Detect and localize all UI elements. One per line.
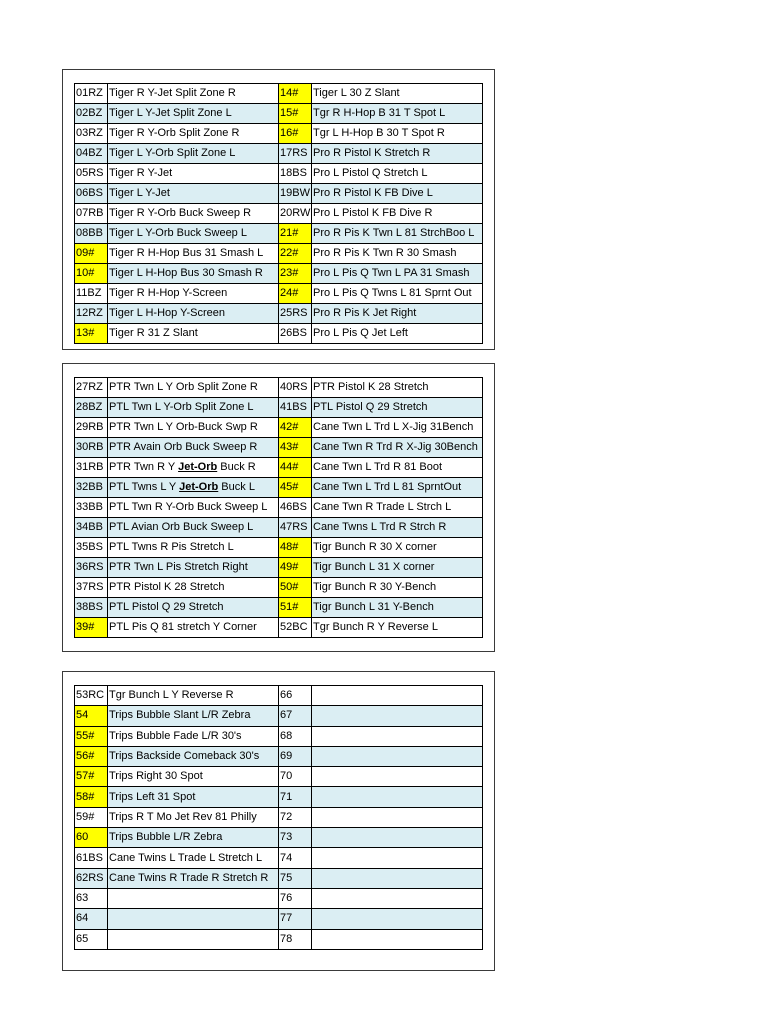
play-name-underlined: Jet-Orb xyxy=(179,481,219,493)
play-name-cell[interactable]: PTR Avain Orb Buck Sweep R xyxy=(108,438,279,458)
play-name-cell[interactable]: Pro R Pistol K FB Dive L xyxy=(312,184,483,204)
play-name-cell[interactable]: Trips Right 30 Spot xyxy=(108,767,279,787)
playlist-sheet-1 xyxy=(62,69,495,350)
play-code-cell[interactable]: 12RZ xyxy=(75,304,108,324)
play-name-cell[interactable]: Tiger R H-Hop Y-Screen xyxy=(108,284,279,304)
play-code-cell[interactable]: 35BS xyxy=(75,538,108,558)
play-code-cell[interactable]: 30RB xyxy=(75,438,108,458)
play-code-cell[interactable]: 27RZ xyxy=(75,378,108,398)
play-code-cell[interactable]: 15# xyxy=(279,104,312,124)
play-name-cell[interactable]: PTL Pistol Q 29 Stretch xyxy=(108,598,279,618)
play-code-cell[interactable]: 73 xyxy=(279,828,312,848)
play-code-cell[interactable]: 59# xyxy=(75,807,108,827)
play-code-cell[interactable]: 61BS xyxy=(75,848,108,868)
play-name-underlined: Jet-Orb xyxy=(178,461,218,473)
play-name-cell[interactable]: Tgr R H-Hop B 31 T Spot L xyxy=(312,104,483,124)
play-name-cell[interactable] xyxy=(108,458,279,478)
play-name-cell[interactable] xyxy=(108,909,279,929)
table-row xyxy=(75,184,483,204)
play-code-cell[interactable]: 60 xyxy=(75,828,108,848)
play-code-cell[interactable]: 07RB xyxy=(75,204,108,224)
play-name-cell[interactable]: Tgr Bunch L Y Reverse R xyxy=(108,686,279,706)
play-name-cell[interactable]: Pro R Pis K Twn L 81 StrchBoo L xyxy=(312,224,483,244)
play-name-cell[interactable] xyxy=(312,686,483,706)
play-code-cell[interactable]: 09# xyxy=(75,244,108,264)
play-name-cell[interactable] xyxy=(312,807,483,827)
playlist-table xyxy=(74,685,483,950)
play-name-cell[interactable]: Cane Twns L Trd R Strch R xyxy=(312,518,483,538)
play-code-cell[interactable]: 08BB xyxy=(75,224,108,244)
play-name-cell[interactable] xyxy=(108,478,279,498)
table-row xyxy=(75,458,483,478)
play-name-cell[interactable]: Trips Bubble Slant L/R Zebra xyxy=(108,706,279,726)
play-name-cell[interactable]: PTR Pistol K 28 Stretch xyxy=(312,378,483,398)
play-code-cell[interactable]: 65 xyxy=(75,929,108,949)
play-code-cell[interactable]: 57# xyxy=(75,767,108,787)
play-code-cell[interactable]: 55# xyxy=(75,726,108,746)
play-name-cell[interactable]: Tiger R Y-Orb Buck Sweep R xyxy=(108,204,279,224)
play-name-cell[interactable]: Tiger L H-Hop Y-Screen xyxy=(108,304,279,324)
play-code-cell[interactable]: 33BB xyxy=(75,498,108,518)
play-code-cell[interactable]: 19BW xyxy=(279,184,312,204)
table-row xyxy=(75,204,483,224)
play-name-cell[interactable]: Pro L Pis Q Jet Left xyxy=(312,324,483,344)
play-code-cell[interactable]: 62RS xyxy=(75,868,108,888)
play-code-cell[interactable]: 02BZ xyxy=(75,104,108,124)
play-code-cell[interactable]: 77 xyxy=(279,909,312,929)
play-name-cell[interactable] xyxy=(312,929,483,949)
play-name-cell[interactable]: Cane Twn L Trd L 81 SprntOut xyxy=(312,478,483,498)
play-code-cell[interactable]: 64 xyxy=(75,909,108,929)
play-name-cell[interactable]: Cane Twn L Trd L X-Jig 31Bench xyxy=(312,418,483,438)
play-name-cell[interactable] xyxy=(108,929,279,949)
play-name-cell[interactable]: Pro L Pistol K FB Dive R xyxy=(312,204,483,224)
play-code-cell[interactable]: 46BS xyxy=(279,498,312,518)
table-row xyxy=(75,848,483,868)
play-name-cell[interactable]: PTR Twn L Y Orb-Buck Swp R xyxy=(108,418,279,438)
table-row xyxy=(75,284,483,304)
table-row xyxy=(75,478,483,498)
play-code-cell[interactable]: 50# xyxy=(279,578,312,598)
table-row xyxy=(75,264,483,284)
table-row xyxy=(75,909,483,929)
play-code-cell[interactable]: 58# xyxy=(75,787,108,807)
play-name-cell[interactable]: Trips Bubble Fade L/R 30's xyxy=(108,726,279,746)
play-name-cell[interactable]: Trips Backside Comeback 30's xyxy=(108,746,279,766)
play-code-cell[interactable]: 39# xyxy=(75,618,108,638)
play-code-cell[interactable]: 68 xyxy=(279,726,312,746)
table-row xyxy=(75,164,483,184)
table-row xyxy=(75,104,483,124)
play-name-cell[interactable]: Tiger L Y-Orb Buck Sweep L xyxy=(108,224,279,244)
play-name-cell[interactable] xyxy=(312,848,483,868)
play-name-cell[interactable]: PTL Pistol Q 29 Stretch xyxy=(312,398,483,418)
table-row xyxy=(75,144,483,164)
play-name-cell[interactable]: Trips Left 31 Spot xyxy=(108,787,279,807)
table-row xyxy=(75,807,483,827)
play-name-cell[interactable]: Cane Twins R Trade R Stretch R xyxy=(108,868,279,888)
play-name-cell[interactable]: Cane Twins L Trade L Stretch L xyxy=(108,848,279,868)
table-row xyxy=(75,578,483,598)
play-code-cell[interactable]: 47RS xyxy=(279,518,312,538)
play-name-cell[interactable]: PTR Twn L Y Orb Split Zone R xyxy=(108,378,279,398)
table-row xyxy=(75,518,483,538)
play-code-cell[interactable]: 03RZ xyxy=(75,124,108,144)
play-name-cell[interactable] xyxy=(312,868,483,888)
table-row xyxy=(75,124,483,144)
play-name-cell[interactable]: Tiger R Y-Jet xyxy=(108,164,279,184)
play-name-cell[interactable] xyxy=(312,746,483,766)
play-code-cell[interactable]: 36RS xyxy=(75,558,108,578)
play-code-cell[interactable]: 67 xyxy=(279,706,312,726)
play-code-cell[interactable]: 11BZ xyxy=(75,284,108,304)
play-name-cell[interactable] xyxy=(312,828,483,848)
table-row xyxy=(75,767,483,787)
play-code-cell[interactable]: 49# xyxy=(279,558,312,578)
play-code-cell[interactable]: 14# xyxy=(279,84,312,104)
play-code-cell[interactable]: 66 xyxy=(279,686,312,706)
table-row xyxy=(75,378,483,398)
play-code-cell[interactable]: 22# xyxy=(279,244,312,264)
play-code-cell[interactable]: 48# xyxy=(279,538,312,558)
play-name-cell[interactable]: Tigr Bunch R 30 X corner xyxy=(312,538,483,558)
play-name-cell[interactable]: Cane Twn R Trade L Strch L xyxy=(312,498,483,518)
play-name-cell[interactable] xyxy=(312,767,483,787)
play-code-cell[interactable]: 54 xyxy=(75,706,108,726)
table-row xyxy=(75,498,483,518)
play-code-cell[interactable]: 40RS xyxy=(279,378,312,398)
play-code-cell[interactable]: 53RC xyxy=(75,686,108,706)
play-code-cell[interactable]: 41BS xyxy=(279,398,312,418)
table-row xyxy=(75,868,483,888)
play-name-cell[interactable]: Pro R Pis K Twn R 30 Smash xyxy=(312,244,483,264)
play-name-cell[interactable]: Tiger R 31 Z Slant xyxy=(108,324,279,344)
play-name-part: Buck R xyxy=(217,461,256,473)
play-name-cell[interactable] xyxy=(312,888,483,908)
play-code-cell[interactable]: 26BS xyxy=(279,324,312,344)
play-name-cell[interactable]: Tiger R Y-Orb Split Zone R xyxy=(108,124,279,144)
play-code-cell[interactable]: 21# xyxy=(279,224,312,244)
play-name-cell[interactable] xyxy=(312,909,483,929)
play-name-cell[interactable]: Trips Bubble L/R Zebra xyxy=(108,828,279,848)
play-code-cell[interactable]: 32BB xyxy=(75,478,108,498)
play-code-cell[interactable]: 05RS xyxy=(75,164,108,184)
play-code-cell[interactable]: 56# xyxy=(75,746,108,766)
play-name-cell[interactable]: Tiger R Y-Jet Split Zone R xyxy=(108,84,279,104)
play-name-cell[interactable] xyxy=(312,726,483,746)
table-row xyxy=(75,828,483,848)
play-code-cell[interactable]: 10# xyxy=(75,264,108,284)
playlist-table xyxy=(74,377,483,638)
play-name-cell[interactable]: Pro R Pis K Jet Right xyxy=(312,304,483,324)
table-row xyxy=(75,746,483,766)
play-name-cell[interactable]: Tgr Bunch R Y Reverse L xyxy=(312,618,483,638)
play-name-cell[interactable]: Trips R T Mo Jet Rev 81 Philly xyxy=(108,807,279,827)
play-name-cell[interactable]: PTR Pistol K 28 Stretch xyxy=(108,578,279,598)
play-name-cell[interactable]: Cane Twn L Trd R 81 Boot xyxy=(312,458,483,478)
play-code-cell[interactable]: 01RZ xyxy=(75,84,108,104)
play-code-cell[interactable]: 72 xyxy=(279,807,312,827)
play-name-cell[interactable]: Tiger L 30 Z Slant xyxy=(312,84,483,104)
play-name-cell[interactable]: Pro L Pis Q Twns L 81 Sprnt Out xyxy=(312,284,483,304)
play-name-cell[interactable]: Tiger R H-Hop Bus 31 Smash L xyxy=(108,244,279,264)
play-code-cell[interactable]: 71 xyxy=(279,787,312,807)
play-name-cell[interactable]: PTR Twn L Pis Stretch Right xyxy=(108,558,279,578)
play-code-cell[interactable]: 38BS xyxy=(75,598,108,618)
play-name-cell[interactable]: Pro L Pis Q Twn L PA 31 Smash xyxy=(312,264,483,284)
table-row xyxy=(75,304,483,324)
play-code-cell[interactable]: 29RB xyxy=(75,418,108,438)
play-name-cell[interactable]: Tiger L Y-Jet Split Zone L xyxy=(108,104,279,124)
play-code-cell[interactable]: 34BB xyxy=(75,518,108,538)
play-name-cell[interactable]: Tigr Bunch L 31 Y-Bench xyxy=(312,598,483,618)
play-code-cell[interactable]: 42# xyxy=(279,418,312,438)
table-row xyxy=(75,787,483,807)
play-name-cell[interactable]: Tiger L Y-Orb Split Zone L xyxy=(108,144,279,164)
table-row xyxy=(75,558,483,578)
play-name-cell[interactable]: Tgr L H-Hop B 30 T Spot R xyxy=(312,124,483,144)
play-code-cell[interactable]: 04BZ xyxy=(75,144,108,164)
play-code-cell[interactable]: 52BC xyxy=(279,618,312,638)
play-name-cell[interactable] xyxy=(312,706,483,726)
play-code-cell[interactable]: 75 xyxy=(279,868,312,888)
play-code-cell[interactable]: 20RW xyxy=(279,204,312,224)
table-row xyxy=(75,324,483,344)
play-name-cell[interactable]: PTL Twns R Pis Stretch L xyxy=(108,538,279,558)
table-row xyxy=(75,224,483,244)
play-code-cell[interactable]: 69 xyxy=(279,746,312,766)
play-code-cell[interactable]: 63 xyxy=(75,888,108,908)
play-name-part: PTL Twns L Y xyxy=(109,481,180,493)
play-code-cell[interactable]: 24# xyxy=(279,284,312,304)
play-code-cell[interactable]: 25RS xyxy=(279,304,312,324)
table-row xyxy=(75,538,483,558)
play-code-cell[interactable]: 74 xyxy=(279,848,312,868)
play-code-cell[interactable]: 13# xyxy=(75,324,108,344)
play-code-cell[interactable]: 37RS xyxy=(75,578,108,598)
table-row xyxy=(75,398,483,418)
play-name-cell[interactable]: Pro R Pistol K Stretch R xyxy=(312,144,483,164)
playlist-sheet-3 xyxy=(62,671,495,971)
play-code-cell[interactable]: 44# xyxy=(279,458,312,478)
table-row xyxy=(75,888,483,908)
table-row xyxy=(75,726,483,746)
table-row xyxy=(75,706,483,726)
play-name-cell[interactable]: Tiger L H-Hop Bus 30 Smash R xyxy=(108,264,279,284)
play-code-cell[interactable]: 43# xyxy=(279,438,312,458)
play-name-cell[interactable] xyxy=(312,787,483,807)
play-name-cell[interactable]: Tigr Bunch L 31 X corner xyxy=(312,558,483,578)
playlist-table xyxy=(74,83,483,344)
playlist-sheet-2 xyxy=(62,363,495,652)
table-row xyxy=(75,929,483,949)
play-name-part: PTR Twn R Y xyxy=(109,461,179,473)
play-code-cell[interactable]: 16# xyxy=(279,124,312,144)
play-name-part: Buck L xyxy=(218,481,255,493)
play-name-cell[interactable]: Tigr Bunch R 30 Y-Bench xyxy=(312,578,483,598)
play-code-cell[interactable]: 45# xyxy=(279,478,312,498)
play-name-cell[interactable]: Tiger L Y-Jet xyxy=(108,184,279,204)
table-row xyxy=(75,418,483,438)
table-row xyxy=(75,438,483,458)
play-code-cell[interactable]: 28BZ xyxy=(75,398,108,418)
play-name-cell[interactable]: PTL Pis Q 81 stretch Y Corner xyxy=(108,618,279,638)
play-name-cell[interactable]: PTL Twn R Y-Orb Buck Sweep L xyxy=(108,498,279,518)
play-name-cell[interactable]: Cane Twn R Trd R X-Jig 30Bench xyxy=(312,438,483,458)
play-name-cell[interactable]: PTL Twn L Y-Orb Split Zone L xyxy=(108,398,279,418)
table-row xyxy=(75,686,483,706)
play-code-cell[interactable]: 76 xyxy=(279,888,312,908)
play-name-cell[interactable] xyxy=(108,888,279,908)
play-code-cell[interactable]: 23# xyxy=(279,264,312,284)
play-code-cell[interactable]: 31RB xyxy=(75,458,108,478)
play-code-cell[interactable]: 17RS xyxy=(279,144,312,164)
play-name-cell[interactable]: PTL Avian Orb Buck Sweep L xyxy=(108,518,279,538)
table-row xyxy=(75,598,483,618)
table-row xyxy=(75,84,483,104)
play-code-cell[interactable]: 78 xyxy=(279,929,312,949)
play-code-cell[interactable]: 18BS xyxy=(279,164,312,184)
play-name-cell[interactable]: Pro L Pistol Q Stretch L xyxy=(312,164,483,184)
table-row xyxy=(75,618,483,638)
play-code-cell[interactable]: 06BS xyxy=(75,184,108,204)
play-code-cell[interactable]: 70 xyxy=(279,767,312,787)
table-row xyxy=(75,244,483,264)
play-code-cell[interactable]: 51# xyxy=(279,598,312,618)
